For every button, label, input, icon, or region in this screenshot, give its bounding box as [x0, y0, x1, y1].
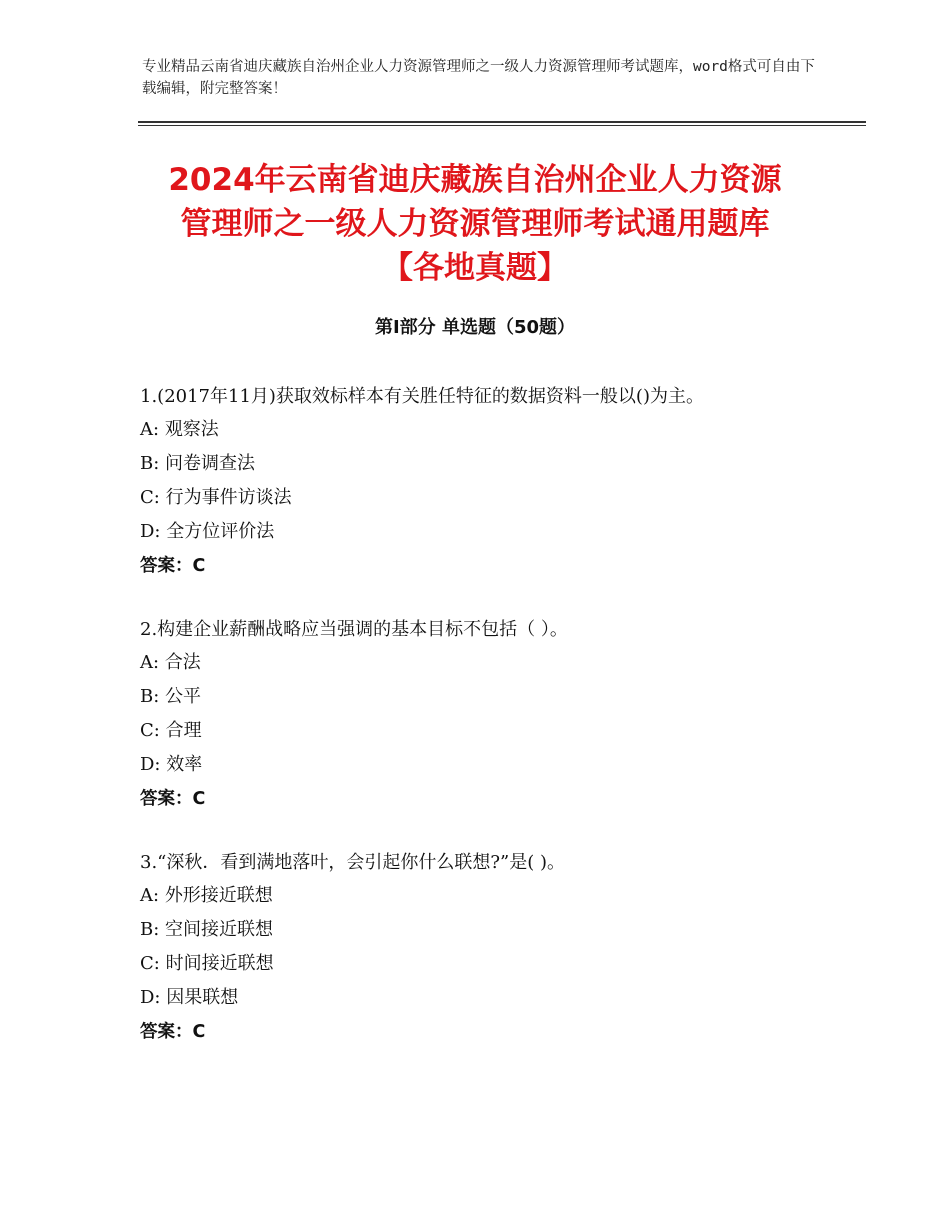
question-stem: 1.(2017年11月)获取效标样本有关胜任特征的数据资料一般以()为主。 — [140, 386, 704, 407]
option-text: 问卷调查法 — [165, 453, 256, 474]
question-stem: 3.“深秋．看到满地落叶，会引起你什么联想?”是( )。 — [140, 852, 565, 873]
question-item — [140, 380, 800, 583]
header-divider-thick — [138, 121, 866, 123]
option-b — [140, 913, 800, 947]
option-a — [140, 879, 800, 913]
question-stem: 2.构建企业薪酬战略应当强调的基本目标不包括（ ）。 — [140, 619, 568, 640]
option-letter: D: — [140, 521, 161, 542]
option-c — [140, 947, 800, 981]
option-text: 空间接近联想 — [165, 919, 274, 940]
option-letter: B: — [140, 919, 160, 940]
option-text: 公平 — [165, 686, 202, 707]
option-letter: A: — [140, 885, 160, 906]
document-title — [138, 158, 812, 290]
answer-line: 答案：C — [140, 1022, 206, 1042]
option-letter: A: — [140, 652, 160, 673]
option-d — [140, 981, 800, 1015]
option-letter: C: — [140, 953, 160, 974]
option-c — [140, 481, 800, 515]
header-divider-thin — [138, 125, 866, 126]
section-heading: 第Ⅰ部分 单选题（50题） — [374, 317, 575, 338]
option-text: 合法 — [164, 652, 201, 673]
option-text: 效率 — [166, 754, 203, 775]
option-letter: C: — [140, 720, 160, 741]
title-line-3: 【各地真题】 — [382, 250, 568, 286]
option-letter: C: — [140, 487, 160, 508]
title-line-1: 2024年云南省迪庆藏族自治州企业人力资源 — [168, 162, 782, 198]
header-note: 专业精品云南省迪庆藏族自治州企业人力资源管理师之一级人力资源管理师考试题库，word格式可自由下载编辑，附完整答案！ — [142, 59, 815, 97]
option-text: 观察法 — [164, 419, 219, 440]
option-c — [140, 714, 800, 748]
option-letter: B: — [140, 686, 160, 707]
option-text: 全方位评价法 — [166, 521, 275, 542]
option-b — [140, 447, 800, 481]
question-item — [140, 613, 800, 816]
option-text: 因果联想 — [166, 987, 239, 1008]
option-text: 合理 — [165, 720, 202, 741]
question-list — [140, 380, 800, 1079]
option-d — [140, 748, 800, 782]
option-a — [140, 646, 800, 680]
option-b — [140, 680, 800, 714]
option-a — [140, 413, 800, 447]
option-text: 时间接近联想 — [165, 953, 274, 974]
option-letter: B: — [140, 453, 160, 474]
option-letter: A: — [140, 419, 160, 440]
option-d — [140, 515, 800, 549]
answer-line: 答案：C — [140, 789, 206, 809]
question-item — [140, 846, 800, 1049]
option-letter: D: — [140, 987, 161, 1008]
answer-line: 答案：C — [140, 556, 206, 576]
option-text: 外形接近联想 — [164, 885, 273, 906]
title-line-2: 管理师之一级人力资源管理师考试通用题库 — [180, 206, 770, 242]
option-text: 行为事件访谈法 — [165, 487, 292, 508]
option-letter: D: — [140, 754, 161, 775]
